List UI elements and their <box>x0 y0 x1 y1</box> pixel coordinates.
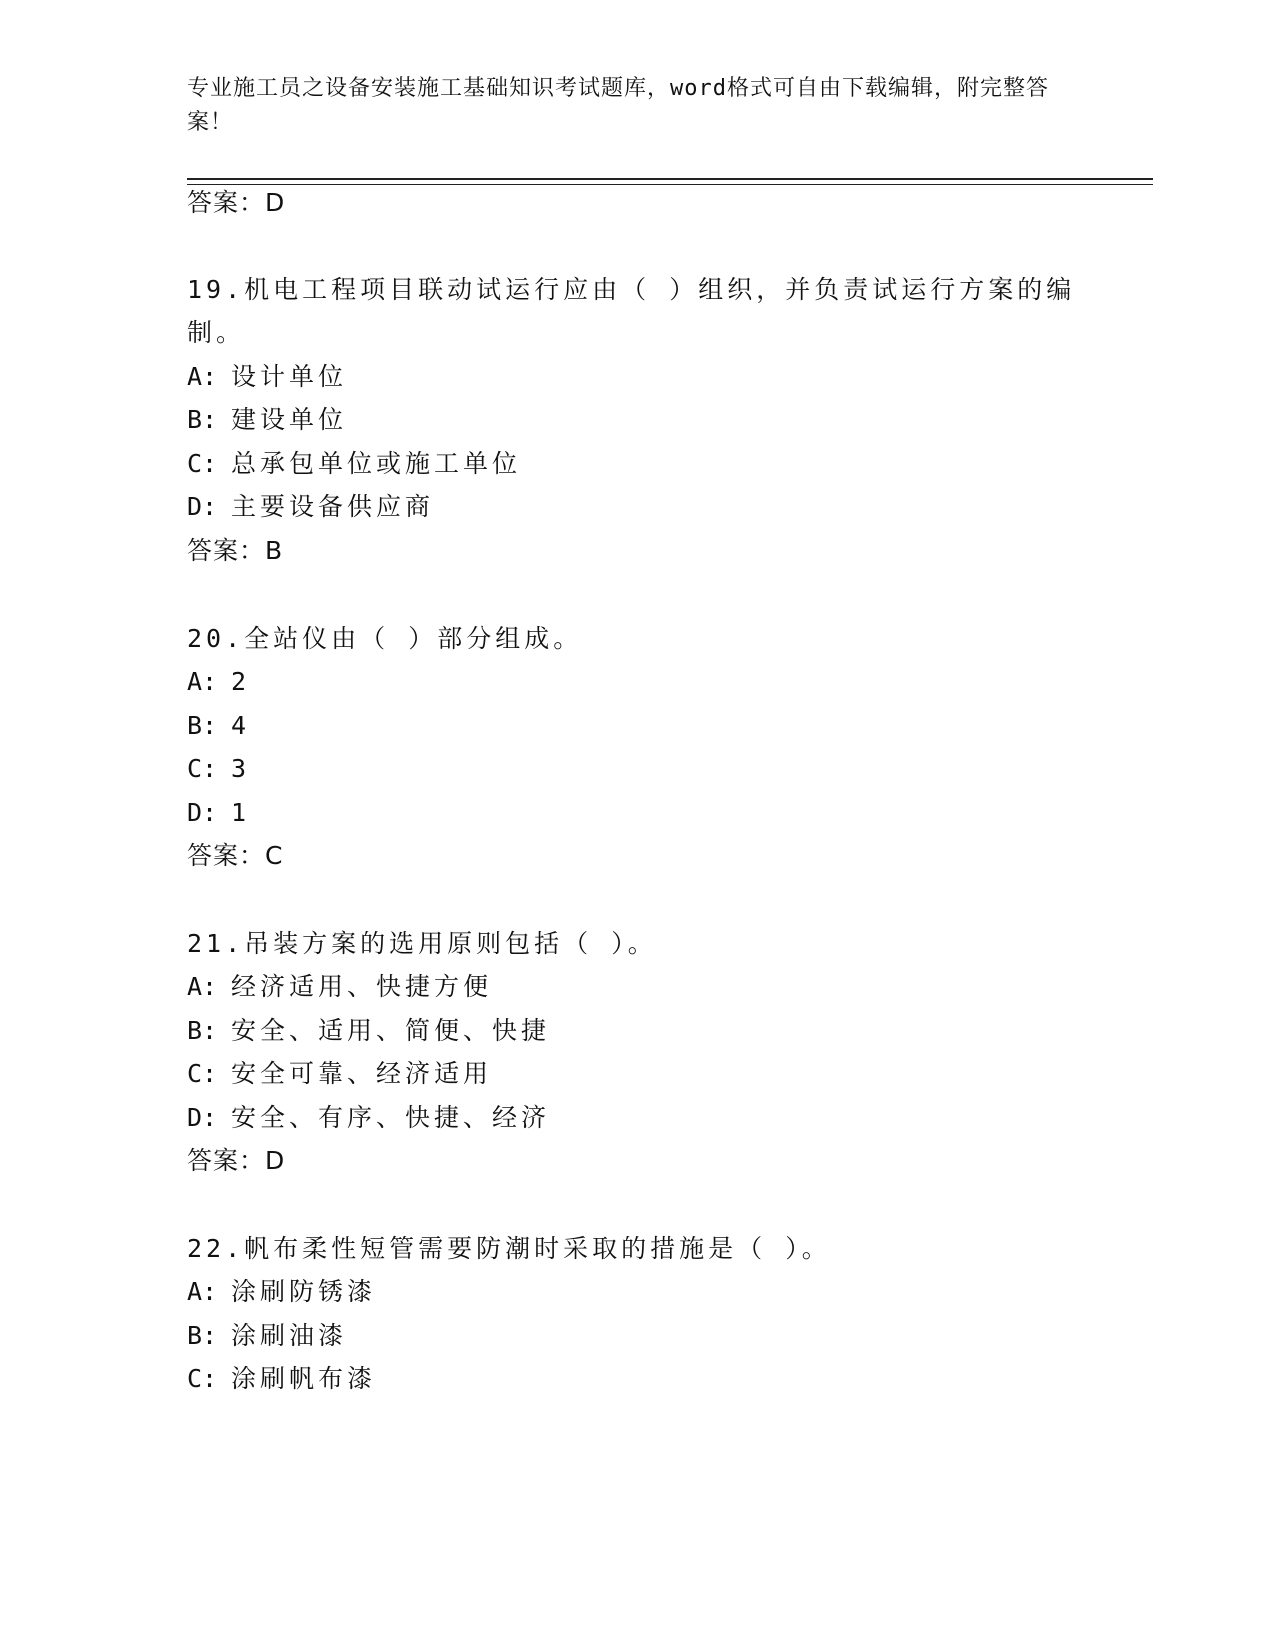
question-19-answer: 答案：B <box>187 536 284 565</box>
question-20-answer: 答案：C <box>187 841 284 870</box>
question-21-option-d <box>187 1103 550 1133</box>
option-letter: C: <box>187 1364 218 1393</box>
option-text: 涂刷帆布漆 <box>231 1364 377 1393</box>
question-19-option-a <box>187 362 347 392</box>
header-text: 专业施工员之设备安装施工基础知识考试题库，word格式可自由下载编辑，附完整答案！ <box>187 76 1049 135</box>
question-20-option-d <box>187 798 250 828</box>
option-letter: C: <box>187 1059 218 1088</box>
question-19-option-b <box>187 405 347 435</box>
question-21-answer: 答案：D <box>187 1146 286 1175</box>
question-22-option-a <box>187 1277 376 1307</box>
option-text: 2 <box>231 667 251 696</box>
question-19-stem-line1: 19.机电工程项目联动试运行应由（ ）组织，并负责试运行方案的编 <box>187 275 1076 304</box>
option-text: 设计单位 <box>231 362 348 391</box>
question-21-option-a <box>187 972 492 1002</box>
option-letter: D: <box>187 798 218 827</box>
option-text: 主要设备供应商 <box>231 492 435 521</box>
option-letter: A: <box>187 667 218 696</box>
option-letter: D: <box>187 1103 218 1132</box>
question-19-option-d <box>187 492 434 522</box>
option-letter: B: <box>187 1321 218 1350</box>
question-21-stem-line1: 21.吊装方案的选用原则包括（ ）。 <box>187 929 657 958</box>
option-letter: C: <box>187 754 218 783</box>
option-text: 经济适用、快捷方便 <box>231 972 493 1001</box>
header-rule-thin <box>187 184 1153 185</box>
question-19-option-c <box>187 449 521 479</box>
question-21-option-c <box>187 1059 492 1089</box>
option-text: 总承包单位或施工单位 <box>231 449 522 478</box>
question-20-option-a <box>187 667 250 697</box>
prev-answer: 答案：D <box>187 188 286 217</box>
option-letter: B: <box>187 405 218 434</box>
option-letter: A: <box>187 1277 218 1306</box>
option-letter: B: <box>187 711 218 740</box>
option-text: 涂刷防锈漆 <box>231 1277 377 1306</box>
option-text: 建设单位 <box>231 405 348 434</box>
option-text: 安全、适用、简便、快捷 <box>231 1016 551 1045</box>
question-19-stem-line2: 制。 <box>187 318 246 347</box>
option-text: 涂刷油漆 <box>231 1321 348 1350</box>
option-letter: A: <box>187 362 218 391</box>
question-20-option-c <box>187 754 250 784</box>
question-22-option-b <box>187 1321 347 1351</box>
header-rule-thick <box>187 178 1153 180</box>
question-22-stem-line1: 22.帆布柔性短管需要防潮时采取的措施是（ ）。 <box>187 1234 831 1263</box>
option-text: 安全可靠、经济适用 <box>231 1059 493 1088</box>
question-20-option-b <box>187 711 250 741</box>
question-22-option-c <box>187 1364 376 1394</box>
option-text: 安全、有序、快捷、经济 <box>231 1103 551 1132</box>
document-header <box>187 72 1067 140</box>
option-letter: A: <box>187 972 218 1001</box>
option-text: 4 <box>231 711 251 740</box>
question-21-option-b <box>187 1016 550 1046</box>
option-text: 1 <box>231 798 251 827</box>
question-20-stem-line1: 20.全站仪由（ ）部分组成。 <box>187 624 583 653</box>
option-letter: D: <box>187 492 218 521</box>
option-letter: B: <box>187 1016 218 1045</box>
option-letter: C: <box>187 449 218 478</box>
option-text: 3 <box>231 754 251 783</box>
